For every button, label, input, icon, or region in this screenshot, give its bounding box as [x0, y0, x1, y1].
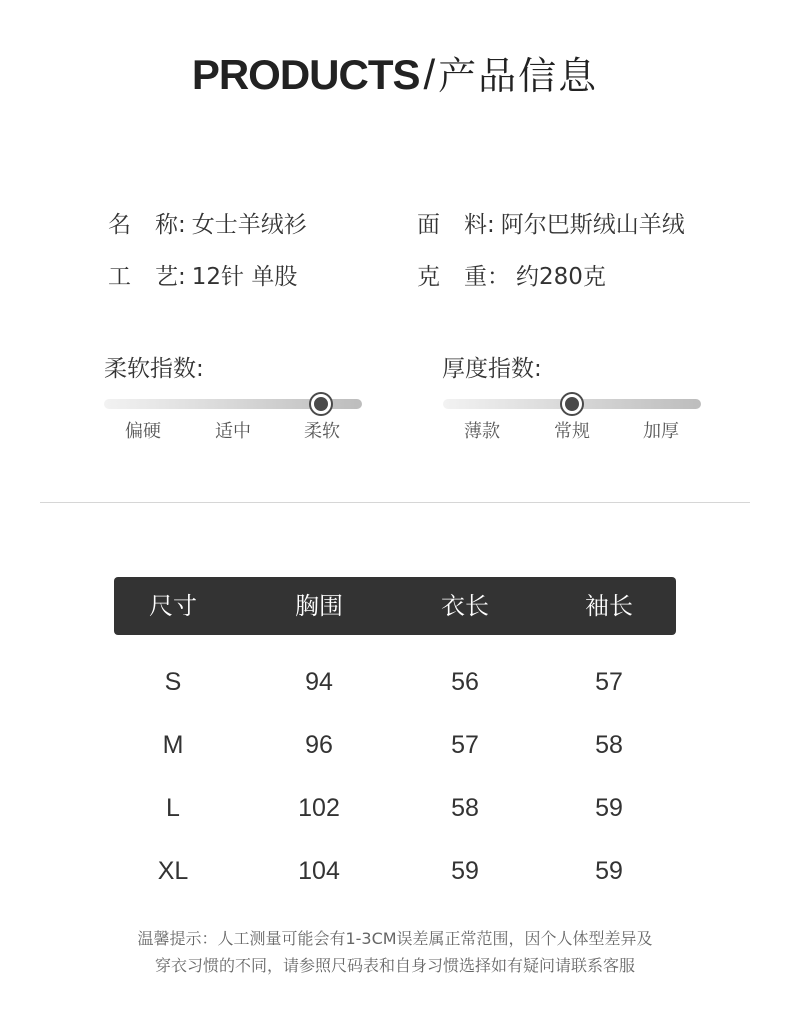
- header-sleeve: 袖长: [585, 592, 633, 620]
- cell-sleeve: 58: [595, 731, 623, 759]
- info-craft-key2: 艺: [155, 264, 178, 290]
- info-name-key2: 称: [155, 212, 178, 238]
- title-separator: /: [423, 51, 435, 98]
- info-name-value: 女士羊绒衫: [191, 212, 307, 238]
- header-size: 尺寸: [149, 592, 197, 620]
- thickness-tick-thin: 薄款: [464, 421, 500, 442]
- info-weight-colon: ：: [487, 264, 510, 290]
- note-line-1: 温馨提示：人工测量可能会有1-3CM误差属正常范围，因个人体型差异及: [137, 929, 653, 948]
- cell-sleeve: 59: [595, 857, 623, 885]
- info-fabric-key1: 面: [417, 212, 440, 238]
- info-name: [108, 210, 307, 240]
- info-name-key1: 名: [108, 212, 131, 238]
- size-table-header: [114, 577, 676, 635]
- info-weight-key2: 重: [464, 264, 487, 290]
- info-weight-value: 约280克: [516, 264, 606, 290]
- info-weight: [417, 262, 606, 292]
- cell-sleeve: 57: [595, 668, 623, 696]
- info-craft-value: 12针 单股: [191, 264, 298, 290]
- title-en: PRODUCTS: [191, 51, 420, 98]
- cell-length: 59: [451, 857, 479, 885]
- section-divider: [40, 502, 750, 503]
- info-name-colon: :: [178, 212, 186, 238]
- note-line-2: 穿衣习惯的不同，请参照尺码表和自身习惯选择如有疑问请联系客服: [154, 956, 635, 975]
- info-fabric: [417, 210, 685, 240]
- info-weight-key1: 克: [417, 264, 440, 290]
- cell-sleeve: 59: [595, 794, 623, 822]
- cell-chest: 96: [305, 731, 333, 759]
- softness-tick-hard: 偏硬: [125, 421, 161, 442]
- cell-chest: 104: [298, 857, 340, 885]
- softness-tick-soft: 柔软: [304, 421, 340, 442]
- cell-length: 57: [451, 731, 479, 759]
- thickness-label: 厚度指数:: [442, 356, 542, 382]
- softness-label: 柔软指数:: [104, 356, 204, 382]
- softness-knob: [311, 394, 331, 414]
- info-craft-colon: :: [178, 264, 186, 290]
- info-fabric-value: 阿尔巴斯绒山羊绒: [500, 212, 685, 238]
- info-craft-key1: 工: [108, 264, 131, 290]
- softness-tick-medium: 适中: [215, 421, 251, 442]
- thickness-knob: [562, 394, 582, 414]
- cell-length: 56: [451, 668, 479, 696]
- title-cn: 产品信息: [438, 54, 599, 98]
- thickness-slider: [443, 399, 701, 409]
- info-craft: [108, 262, 297, 292]
- thickness-tick-thick: 加厚: [643, 421, 679, 442]
- cell-size: M: [162, 731, 184, 759]
- header-chest: 胸围: [295, 592, 343, 620]
- page-title: [0, 48, 790, 103]
- cell-size: L: [166, 794, 180, 822]
- info-fabric-key2: 料: [464, 212, 487, 238]
- thickness-tick-regular: 常规: [554, 421, 590, 442]
- cell-size: S: [164, 668, 182, 696]
- cell-size: XL: [157, 857, 189, 885]
- header-length: 衣长: [441, 592, 489, 620]
- softness-slider: [104, 399, 362, 409]
- cell-length: 58: [451, 794, 479, 822]
- info-fabric-colon: :: [487, 212, 495, 238]
- cell-chest: 94: [305, 668, 333, 696]
- cell-chest: 102: [298, 794, 340, 822]
